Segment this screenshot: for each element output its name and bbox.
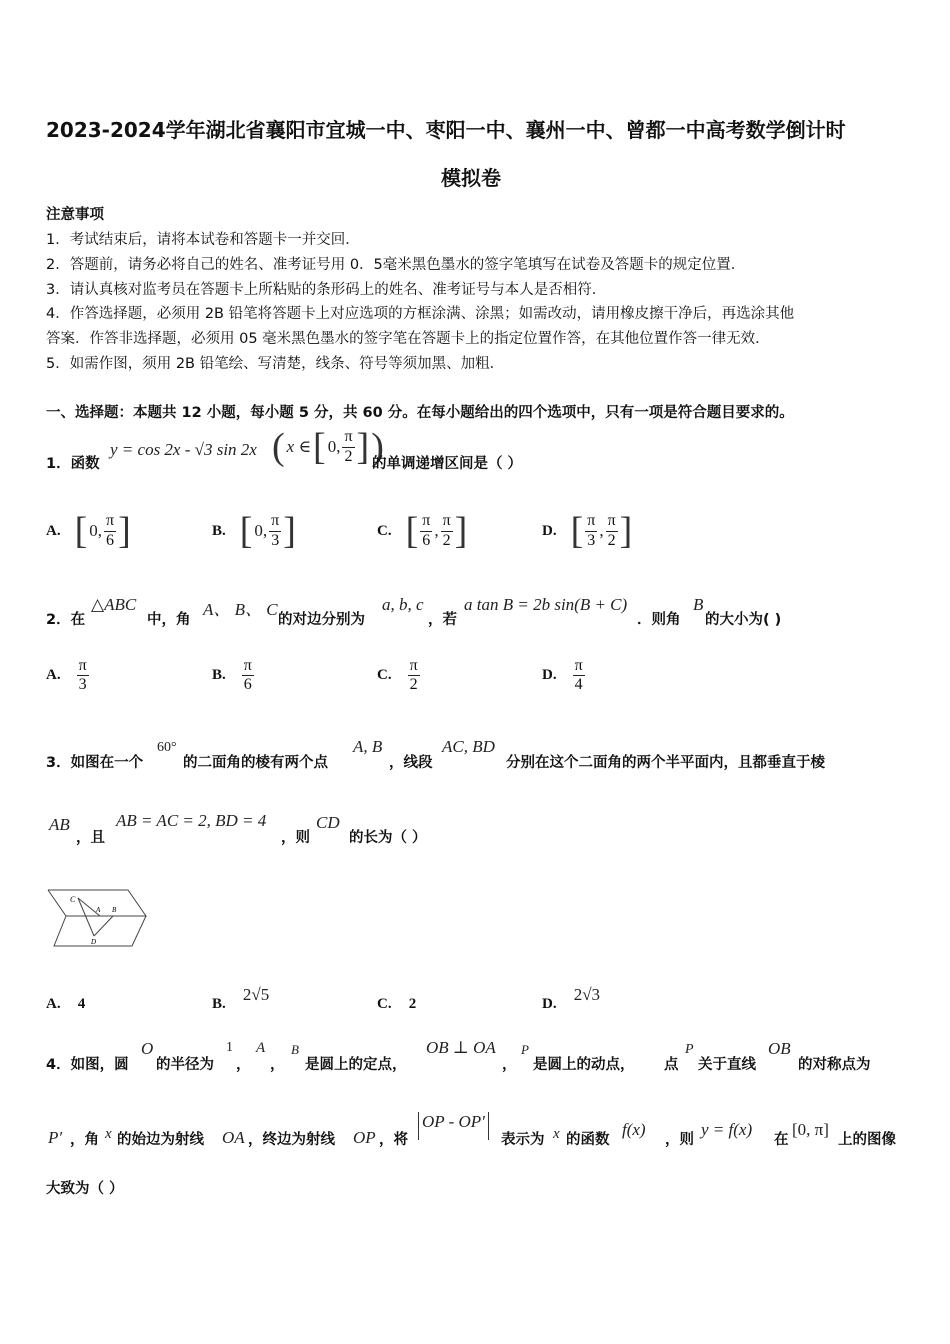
segment-cd xyxy=(78,898,94,936)
option-label: D. xyxy=(542,667,557,684)
option-label: A. xyxy=(46,522,61,539)
option-value: 2√3 xyxy=(573,985,601,1004)
q4-text: 表示为 xyxy=(501,1132,545,1148)
q4-text: 4．如图，圆 xyxy=(46,1057,129,1073)
paren-open: ( xyxy=(272,426,285,468)
option-value: 2√5 xyxy=(242,985,270,1004)
segment-bd xyxy=(94,916,113,936)
label-d: D xyxy=(91,938,97,946)
q3-text: ，且 xyxy=(76,830,105,846)
q2-text: ．则角 xyxy=(637,612,681,628)
q4-text: 在 xyxy=(774,1132,789,1148)
q2-option-a[interactable] xyxy=(46,657,89,695)
q1-suffix: 的单调递增区间是（ ） xyxy=(372,456,523,472)
dihedral-angle-figure xyxy=(46,888,150,950)
q4-text: 大致为（ ） xyxy=(46,1181,124,1197)
q2-option-b[interactable] xyxy=(212,657,254,695)
q4-p-prime: P′ xyxy=(48,1128,63,1147)
q2-text: 中，角 xyxy=(147,612,191,628)
q1-domain-start: 0, xyxy=(327,437,341,456)
notice-item: 2．答题前，请务必将自己的姓名、准考证号用 0．5毫米黑色墨水的签字笔填写在试卷及答题卡的规定位置． xyxy=(46,257,746,273)
option-label: B. xyxy=(212,667,226,684)
q3-text: 的长为（ ） xyxy=(349,830,427,846)
q2-text: 的大小为( ) xyxy=(705,612,782,628)
q4-text: ，角 xyxy=(70,1132,99,1148)
q1-formula: y = cos 2x - √3 sin 2x xyxy=(110,440,257,459)
option-fraction: $\frac{\pi}{6}$ xyxy=(243,657,252,694)
notice-item: 4．作答选择题，必须用 2B 铅笔将答题卡上对应选项的方框涂满、涂黑；如需改动，请用橡皮擦干净后，再选涂其他 xyxy=(46,306,795,322)
q4-p: P xyxy=(685,1042,694,1057)
q3-equation: AB = AC = 2, BD = 4 xyxy=(116,811,267,830)
q4-x: x xyxy=(553,1126,560,1142)
q4-oa: OA xyxy=(222,1128,245,1147)
q4-text: ， xyxy=(270,1057,285,1073)
option-fraction: $\frac{\pi}{2}$ xyxy=(442,512,451,549)
q4-text: ，终边为射线 xyxy=(248,1132,335,1148)
q3-degree: 60° xyxy=(157,740,177,755)
q4-text: ， xyxy=(236,1057,251,1073)
q1-domain-fraction: $\frac{\pi}{2}$ xyxy=(344,428,353,465)
q1-option-c[interactable]: C. [ $\frac{\pi}{6}$ , $\frac{\pi}{2}$ ] xyxy=(377,510,468,552)
q2-option-c[interactable] xyxy=(377,657,420,695)
option-start: 0, xyxy=(89,521,102,540)
option-value: 4 xyxy=(77,996,86,1012)
q4-p: P xyxy=(521,1042,529,1057)
notice-item: 1．考试结束后，请将本试卷和答题卡一并交回． xyxy=(46,232,360,248)
option-fraction: $\frac{\pi}{6}$ xyxy=(106,512,115,549)
q4-text: ，将 xyxy=(379,1132,408,1148)
q4-text: ，则 xyxy=(665,1132,694,1148)
q1-domain-x: x ∈ xyxy=(286,437,312,456)
q3-text: ，则 xyxy=(281,830,310,846)
lower-plane xyxy=(54,916,146,946)
option-fraction: $\frac{\pi}{3}$ xyxy=(587,512,596,549)
q4-text: 的半径为 xyxy=(156,1057,214,1073)
q3-option-d[interactable] xyxy=(542,985,601,1012)
section-heading: 一、选择题：本题共 12 小题，每小题 5 分，共 60 分。在每小题给出的四个选项中，只有一项是符合题目要求的。 xyxy=(46,405,794,421)
q1-option-d[interactable]: D. [ $\frac{\pi}{3}$ , $\frac{\pi}{2}$ ] xyxy=(542,510,633,552)
q1-domain xyxy=(272,428,384,466)
q4-op: OP xyxy=(353,1128,376,1147)
q3-option-a[interactable] xyxy=(46,993,85,1013)
q3-text: 的二面角的棱有两个点 xyxy=(183,755,328,771)
q4-x: x xyxy=(105,1126,112,1142)
q2-text: 的对边分别为 xyxy=(278,612,365,628)
option-fraction: $\frac{\pi}{2}$ xyxy=(409,657,418,694)
q3-cd: CD xyxy=(316,813,340,832)
bracket-close: ] xyxy=(356,426,370,468)
notice-heading: 注意事项 xyxy=(46,207,104,223)
option-fraction: $\frac{\pi}{3}$ xyxy=(271,512,280,549)
q4-text: 关于直线 xyxy=(698,1057,756,1073)
notice-item: 3．请认真核对监考员在答题卡上所粘贴的条形码上的姓名、准考证号与本人是否相符． xyxy=(46,282,607,298)
q1-option-b[interactable]: B. [ 0, $\frac{\pi}{3}$ ] xyxy=(212,510,296,552)
page-title-line2: 模拟卷 xyxy=(441,166,501,190)
q2-text: ，若 xyxy=(428,612,457,628)
q4-text: 是圆上的动点， xyxy=(533,1057,635,1073)
q3-segments: AC, BD xyxy=(442,737,495,756)
notice-item: 答案．作答非选择题，必须用 05 毫米黑色墨水的签字笔在答题卡上的指定位置作答，在其他位置作答一律无效． xyxy=(46,331,770,347)
q4-text: 的始边为射线 xyxy=(117,1132,204,1148)
q4-text: ， xyxy=(502,1057,517,1073)
option-label: A. xyxy=(46,667,61,684)
q3-option-b[interactable] xyxy=(212,985,270,1012)
q4-a: A xyxy=(256,1040,266,1056)
option-fraction: $\frac{\pi}{6}$ xyxy=(422,512,431,549)
q4-interval: [0, π] xyxy=(792,1120,829,1139)
q1-prefix: 1．函数 xyxy=(46,456,100,472)
q4-perp: OB ⊥ OA xyxy=(426,1038,496,1057)
q4-abs-value: OP - OP′ xyxy=(418,1112,489,1140)
option-label: B. xyxy=(212,996,226,1012)
notice-item: 5．如需作图，须用 2B 铅笔绘、写清楚，线条、符号等须加黑、加粗． xyxy=(46,356,505,372)
q3-option-c[interactable] xyxy=(377,993,416,1013)
q4-b: B xyxy=(291,1042,299,1057)
q4-o: O xyxy=(141,1039,154,1058)
label-c: C xyxy=(70,895,76,904)
q2-option-d[interactable] xyxy=(542,657,585,695)
q3-text: 分别在这个二面角的两个半平面内，且都垂直于棱 xyxy=(506,755,825,771)
q4-yfx: y = f(x) xyxy=(701,1120,753,1139)
q4-one: 1 xyxy=(226,1040,233,1055)
q4-text: 的函数 xyxy=(566,1132,610,1148)
paren-close: ) xyxy=(371,426,384,468)
q1-option-a[interactable]: A. [ 0, $\frac{\pi}{6}$ ] xyxy=(46,510,131,552)
q3-points: A, B xyxy=(353,737,383,756)
option-value: 2 xyxy=(408,996,417,1012)
q3-text: 3．如图在一个 xyxy=(46,755,144,771)
q2-sides: a, b, c xyxy=(382,595,424,614)
option-label: D. xyxy=(542,996,557,1012)
q3-text: ，线段 xyxy=(389,755,433,771)
page-title: 2023-2024学年湖北省襄阳市宜城一中、枣阳一中、襄州一中、曾都一中高考数学倒计时 xyxy=(46,118,846,142)
option-fraction: $\frac{\pi}{4}$ xyxy=(574,657,583,694)
q3-ab: AB xyxy=(49,815,70,834)
q2-text: 2．在 xyxy=(46,612,86,628)
option-label: A. xyxy=(46,996,61,1012)
q4-text: 是圆上的定点， xyxy=(305,1057,407,1073)
q4-fx: f(x) xyxy=(622,1120,646,1139)
option-label: D. xyxy=(542,522,557,539)
label-b: B xyxy=(112,906,117,914)
q4-text: 上的图像 xyxy=(838,1132,896,1148)
label-a: A xyxy=(96,906,101,914)
option-label: C. xyxy=(377,667,392,684)
option-label: B. xyxy=(212,522,226,539)
q4-text: 的对称点为 xyxy=(798,1057,871,1073)
q4-text: 点 xyxy=(664,1057,679,1073)
q2-angle-b: B xyxy=(693,595,704,614)
q4-ob: OB xyxy=(768,1039,791,1058)
option-fraction: $\frac{\pi}{3}$ xyxy=(78,657,87,694)
bracket-open: [ xyxy=(313,426,326,468)
q2-triangle: △ABC xyxy=(91,595,137,614)
q2-angles: A、 B、 C xyxy=(203,600,278,619)
option-fraction: $\frac{\pi}{2}$ xyxy=(607,512,616,549)
option-label: C. xyxy=(377,522,392,539)
option-start: 0, xyxy=(254,521,268,540)
q2-equation: a tan B = 2b sin(B + C) xyxy=(464,595,628,614)
option-label: C. xyxy=(377,996,392,1012)
